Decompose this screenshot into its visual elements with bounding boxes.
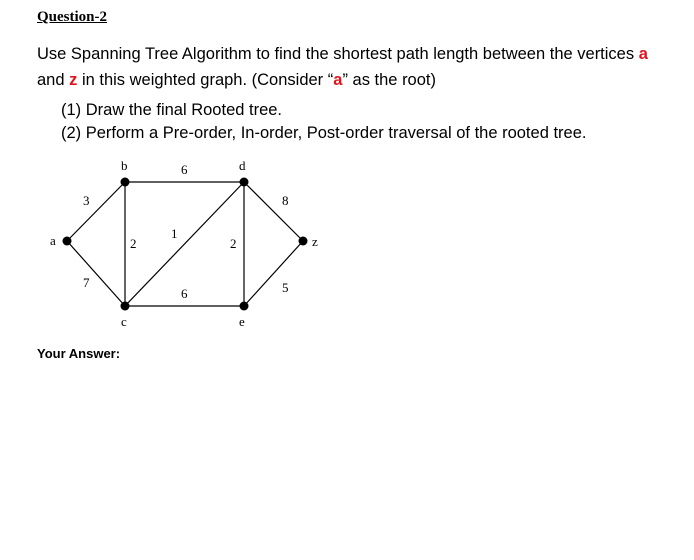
edge-e-z [244,241,303,306]
vertex-label-b: b [121,158,128,173]
prompt-text-1: Use Spanning Tree Algorithm to find the shortest path length between the vertices [37,45,639,63]
your-answer-label: Your Answer: [37,346,121,361]
vertex-label-d: d [239,158,246,173]
prompt-vertex-z: z [69,71,78,89]
weight-b-c: 2 [130,236,137,251]
question-title: Question-2 [37,9,108,25]
prompt-text-2: and [37,71,70,89]
weight-a-b: 3 [83,193,90,208]
vertex-label-z: z [312,234,318,249]
weight-a-c: 7 [83,275,90,290]
vertex-d-dot [240,178,249,187]
weight-d-z: 8 [282,193,289,208]
vertex-z-dot [299,237,308,246]
weight-d-e: 2 [230,236,237,251]
task-traversal: (2) Perform a Pre-order, In-order, Post-order traversal of the rooted tree. [61,124,587,142]
weight-c-e: 6 [181,286,188,301]
weight-e-z: 5 [282,280,289,295]
edge-a-b [67,182,125,241]
vertex-label-e: e [239,314,245,329]
prompt-text-3: in this weighted graph. (Consider “ [77,71,334,89]
prompt-vertex-a: a [638,45,648,63]
prompt-text-4: ” as the root) [342,71,436,89]
vertex-c-dot [121,302,130,311]
vertex-label-a: a [50,233,56,248]
vertex-b-dot [121,178,130,187]
edge-a-c [67,241,125,306]
vertex-label-c: c [121,314,127,329]
weight-b-d: 6 [181,162,188,177]
vertex-e-dot [240,302,249,311]
vertex-a-dot [63,237,72,246]
prompt-root-a: a [333,71,343,89]
task-draw-tree: (1) Draw the final Rooted tree. [61,101,283,119]
edge-d-z [244,182,303,241]
weight-c-d: 1 [171,226,178,241]
